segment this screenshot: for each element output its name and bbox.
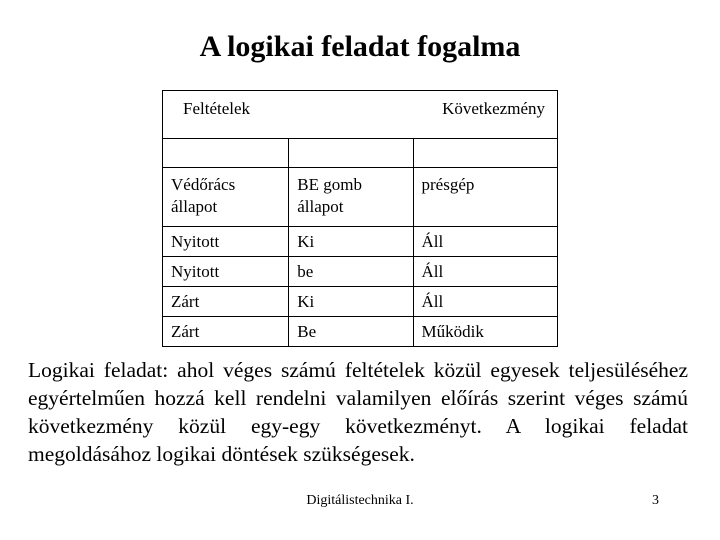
- table-cell: Áll: [413, 287, 557, 317]
- column-header-guard: Védőrács állapot: [163, 168, 289, 227]
- table-cell: Be: [289, 317, 413, 347]
- table-cell: be: [289, 257, 413, 287]
- header-spacer: [289, 91, 413, 139]
- table-cell: Zárt: [163, 287, 289, 317]
- table-cell: Működik: [413, 317, 557, 347]
- table-header-row: [163, 91, 558, 139]
- column-header-row: [163, 168, 558, 227]
- column-header-press: présgép: [413, 168, 557, 227]
- table-cell: Ki: [289, 227, 413, 257]
- table-cell: Zárt: [163, 317, 289, 347]
- table-row: [163, 287, 558, 317]
- consequence-header: Következmény: [413, 91, 557, 139]
- gap-cell: [289, 139, 413, 168]
- table-cell: Ki: [289, 287, 413, 317]
- gap-cell: [163, 139, 289, 168]
- table-cell: Nyitott: [163, 257, 289, 287]
- slide-title: A logikai feladat fogalma: [199, 30, 521, 63]
- table-row: [163, 227, 558, 257]
- footer-text: Digitálistechnika I.: [306, 493, 414, 508]
- conditions-header: Feltételek: [163, 91, 289, 139]
- gap-cell: [413, 139, 557, 168]
- logic-table: [162, 90, 558, 347]
- table-cell: Áll: [413, 227, 557, 257]
- definition-paragraph: Logikai feladat: ahol véges számú feltételek közül egyesek teljesüléséhez egyértelműen hozzá kell rendelni valamilyen előírás szerint véges számú következmény közül egy-egy következményt. A logikai feladat megoldásához logikai döntések szükségesek.: [28, 358, 688, 466]
- table-row: [163, 317, 558, 347]
- table-row: [163, 257, 558, 287]
- page-number: 3: [652, 493, 659, 508]
- column-header-button: BE gomb állapot: [289, 168, 413, 227]
- table-cell: Áll: [413, 257, 557, 287]
- table-gap-row: [163, 139, 558, 168]
- table-cell: Nyitott: [163, 227, 289, 257]
